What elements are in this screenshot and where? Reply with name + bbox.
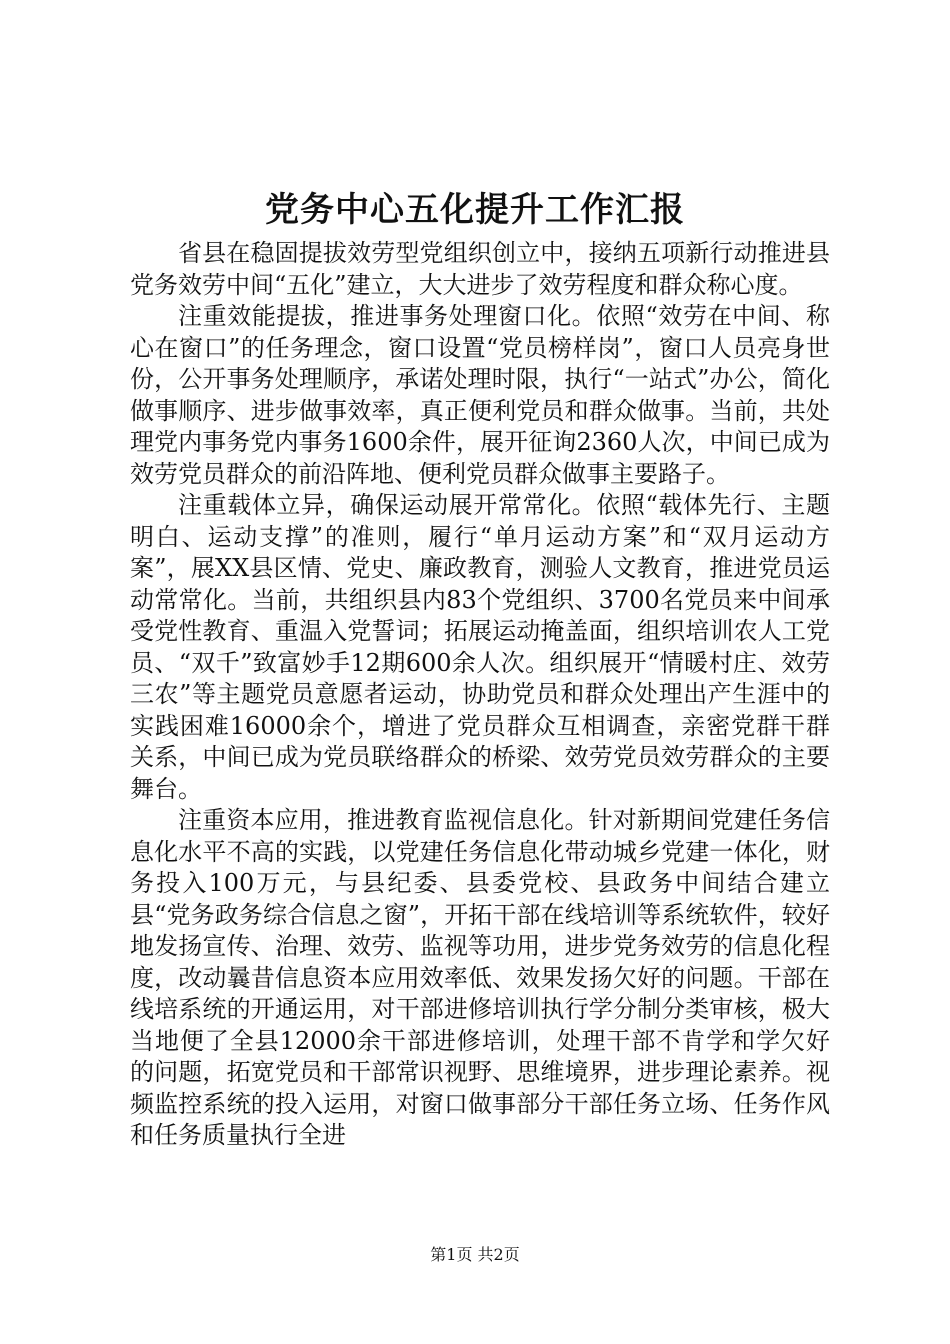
paragraph-intro: 省县在稳固提拔效劳型党组织创立中，接纳五项新行动推进县党务效劳中间“五化”建立，大大进步了效劳程度和群众称心度。 bbox=[130, 239, 830, 299]
paragraph-window: 注重效能提拔，推进事务处理窗口化。依照“效劳在中间、称心在窗口”的任务理念，窗口设置“党员榜样岗”，窗口人员亮身世份，公开事务处理顺序，承诺处理时限，执行“一站式”办公，简化做事顺序、进步做事效率，真正便利党员和群众做事。当前，共处理党内事务党内事务1600余件，展开征询2360人次，中间已成为效劳党员群众的前沿阵地、便利党员群众做事主要路子。 bbox=[130, 302, 830, 488]
document-title: 党务中心五化提升工作汇报 bbox=[265, 190, 685, 230]
page-number-footer: 第1页 共2页 bbox=[430, 1245, 520, 1264]
document-body bbox=[130, 238, 830, 1152]
paragraph-activities: 注重载体立异，确保运动展开常常化。依照“载体先行、主题明白、运动支撑”的准则，履行“单月运动方案”和“双月运动方案”，展XX县区情、党史、廉政教育，测验人文教育，推进党员运动常常化。当前，共组织县内83个党组织、3700名党员来中间承受党性教育、重温入党誓词；拓展运动掩盖面，组织培训农人工党员、“双千”致富妙手12期600余人次。组织展开“情暖村庄、效劳三农”等主题党员意愿者运动，协助党员和群众处理出产生涯中的实践困难16000余个，增进了党员群众互相调查，亲密党群干群关系，中间已成为党员联络群众的桥梁、效劳党员效劳群众的主要舞台。 bbox=[130, 491, 830, 803]
paragraph-informatization: 注重资本应用，推进教育监视信息化。针对新期间党建任务信息化水平不高的实践，以党建任务信息化带动城乡党建一体化，财务投入100万元，与县纪委、县委党校、县政务中间结合建立县“党务政务综合信息之窗”，开拓干部在线培训等系统软件，较好地发扬宣传、治理、效劳、监视等功用，进步党务效劳的信息化程度，改动曩昔信息资本应用效率低、效果发扬欠好的问题。干部在线培系统的开通运用，对干部进修培训执行学分制分类审核，极大当地便了全县12000余干部进修培训，处理干部不肯学和学欠好的问题，拓宽党员和干部常识视野、思维境界，进步理论素养。视频监控系统的投入运用，对窗口做事部分干部任务立场、任务作风和任务质量执行全进 bbox=[130, 806, 830, 1149]
